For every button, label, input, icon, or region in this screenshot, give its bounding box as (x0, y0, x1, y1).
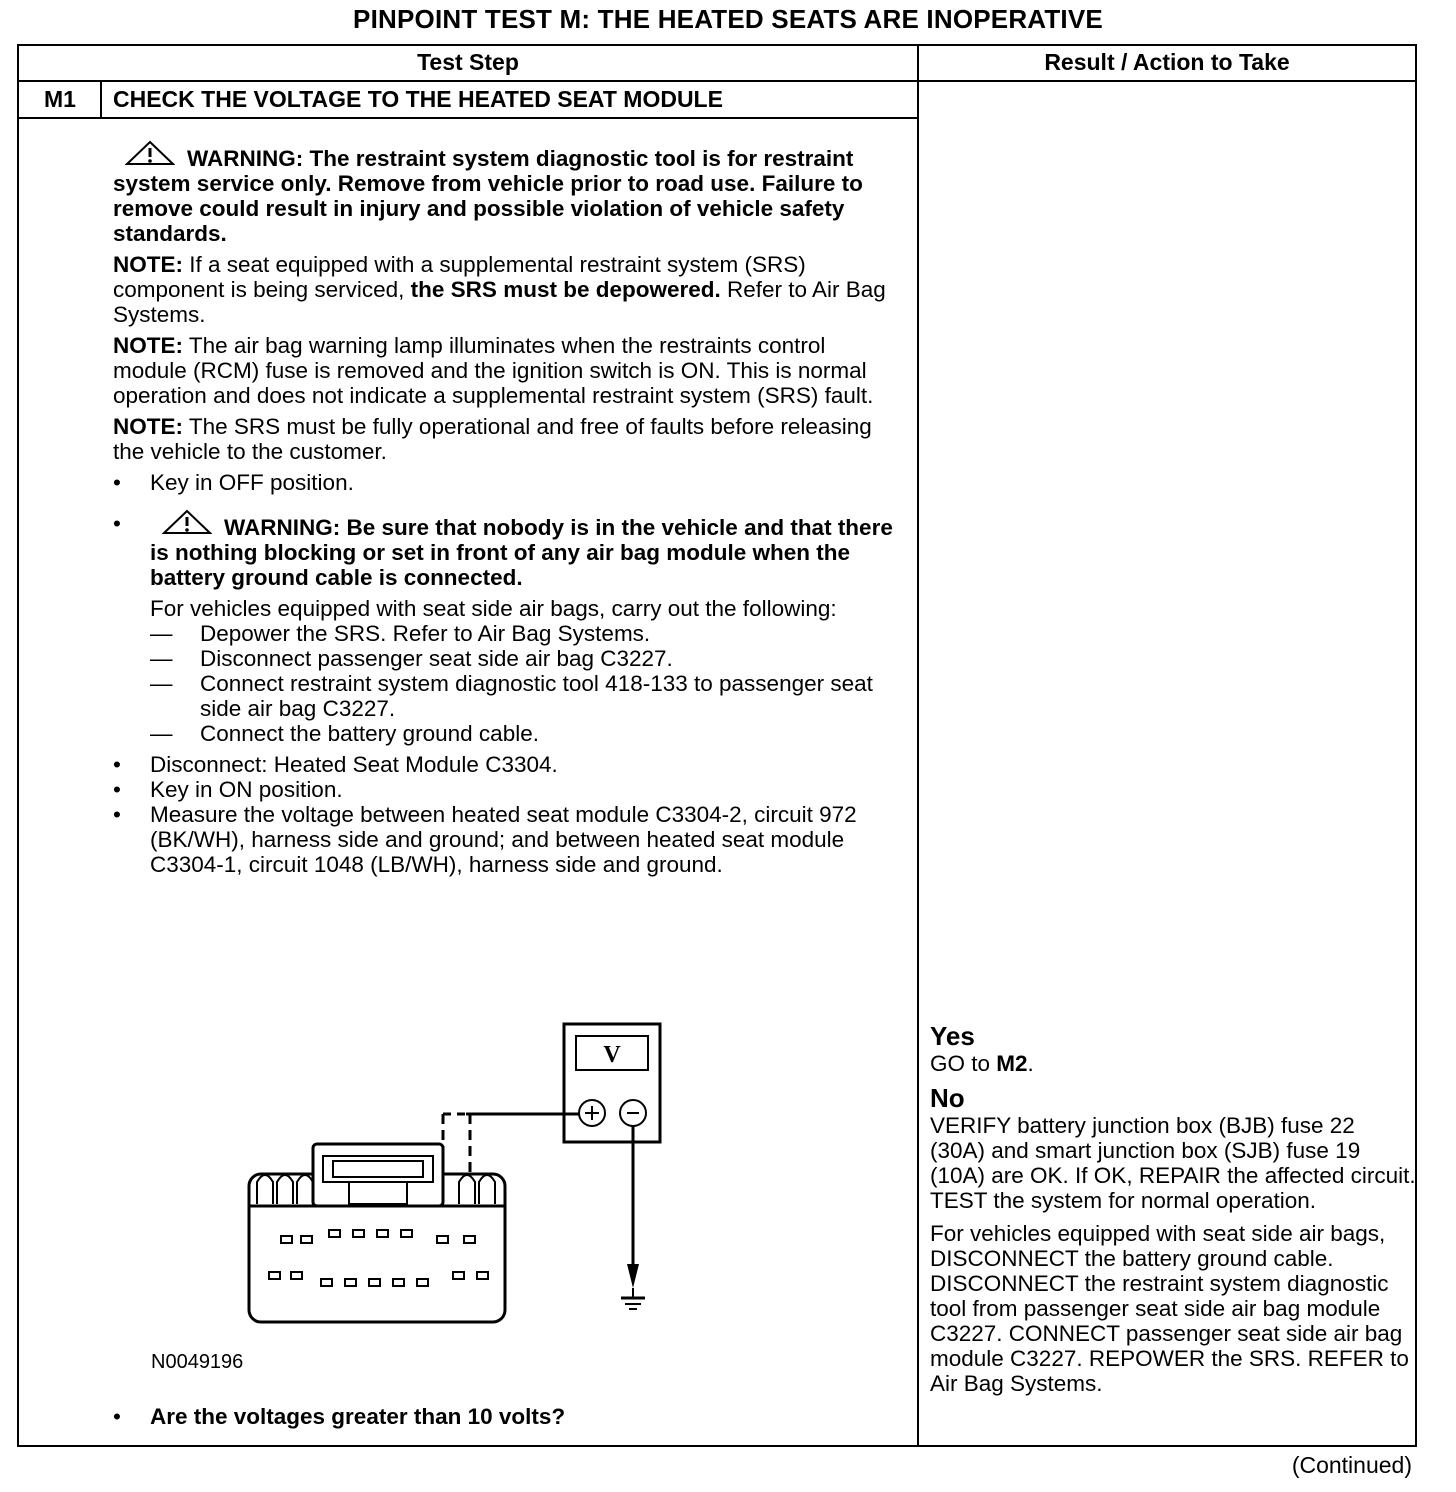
bullet-key-off: • Key in OFF position. (113, 470, 354, 495)
meter-label: V (603, 1042, 621, 1068)
result-action-content (930, 1022, 1416, 1404)
step-title-divider (19, 117, 918, 119)
sub-step: — Depower the SRS. Refer to Air Bag Systems. (150, 621, 651, 646)
yes-label: Yes (930, 1021, 975, 1051)
ground-icon (621, 1288, 645, 1309)
seat-side-intro: For vehicles equipped with seat side air bags, carry out the following: (150, 596, 837, 621)
continued-label: (Continued) (1291, 1452, 1412, 1478)
step-title: CHECK THE VOLTAGE TO THE HEATED SEAT MODULE (113, 86, 723, 112)
yes-action: GO to M2. (930, 1051, 1034, 1076)
voltmeter-icon (564, 1024, 660, 1142)
header-result-action: Result / Action to Take (1044, 49, 1290, 75)
test-step-content (113, 140, 903, 877)
column-divider (917, 46, 919, 1445)
page-title: PINPOINT TEST M: THE HEATED SEATS ARE INOPERATIVE (353, 4, 1103, 34)
sub-step: — Connect the battery ground cable. (150, 721, 539, 746)
step-id: M1 (44, 86, 76, 112)
pinpoint-test-table (17, 44, 1417, 1447)
bullet-disconnect: • Disconnect: Heated Seat Module C3304. (113, 752, 558, 777)
connector-c3304-icon (249, 1144, 505, 1322)
note-srs-depower: NOTE: If a seat equipped with a supplemental restraint system (SRS) component is being serviced, the SRS must be depowered. Refer to Air Bag Systems. (113, 252, 886, 327)
no-action-2: For vehicles equipped with seat side air bags, DISCONNECT the battery ground cable. DISCONNECT the restraint system diagnostic tool from passenger seat side air bag module C3227. CONNECT passenger seat side air bag module C3227. REPOWER the SRS. REFER to Air Bag Systems. (930, 1221, 1409, 1396)
bullet-key-on: • Key in ON position. (113, 777, 343, 802)
sub-step: — Connect restraint system diagnostic tool 418-133 to passenger seat side air bag C3227. (150, 671, 873, 721)
warning-triangle-icon (162, 509, 212, 535)
figure-id: N0049196 (151, 1351, 244, 1373)
sub-step: — Disconnect passenger seat side air bag C3227. (150, 646, 673, 671)
voltage-measurement-diagram (229, 1016, 689, 1346)
warning-restraint-tool: WARNING: The restraint system diagnostic tool is for restraint system service only. Remove from vehicle prior to road use. Failure to remove could result in injury and possible violation of vehicle safety standards. (113, 140, 903, 246)
header-test-step: Test Step (417, 49, 519, 75)
note-srs-operational: NOTE: The SRS must be fully operational and free of faults before releasing the vehicle to the customer. (113, 414, 872, 464)
bullet-measure: • Measure the voltage between heated seat module C3304-2, circuit 972 (BK/WH), harness side and ground; and between heated seat module C3304-1, circuit 1048 (LB/WH), harness side and ground. (113, 802, 857, 877)
header-divider (19, 80, 1415, 82)
bullet-warning-nobody: • WARNING: Be sure that nobody is in the vehicle and that there is nothing blocking or set in front of any air bag module when the battery ground cable is connected. For vehicles equipped with seat side air bags, carry out the following: — Depower the SRS. Refer to Air Bag Systems. — Disconnect passenger seat side air bag C3227. — Connect restraint system diagnostic tool 418-133 to passenger seat side air bag C3227. — Connect the battery ground cable. (113, 509, 903, 746)
question: • Are the voltages greater than 10 volts? (113, 1404, 566, 1429)
no-action-1: VERIFY battery junction box (BJB) fuse 22 (30A) and smart junction box (SJB) fuse 19 (10A) are OK. If OK, REPAIR the affected circuit. TEST the system for normal operation. (930, 1113, 1416, 1213)
note-airbag-lamp: NOTE: The air bag warning lamp illuminates when the restraints control module (RCM) fuse is removed and the ignition switch is ON. This is normal operation and does not indicate a supplemental restraint system (SRS) fault. (113, 333, 874, 408)
goto-m2-link[interactable]: M2 (996, 1051, 1028, 1076)
no-label: No (930, 1083, 965, 1113)
warning-triangle-icon (125, 140, 175, 166)
